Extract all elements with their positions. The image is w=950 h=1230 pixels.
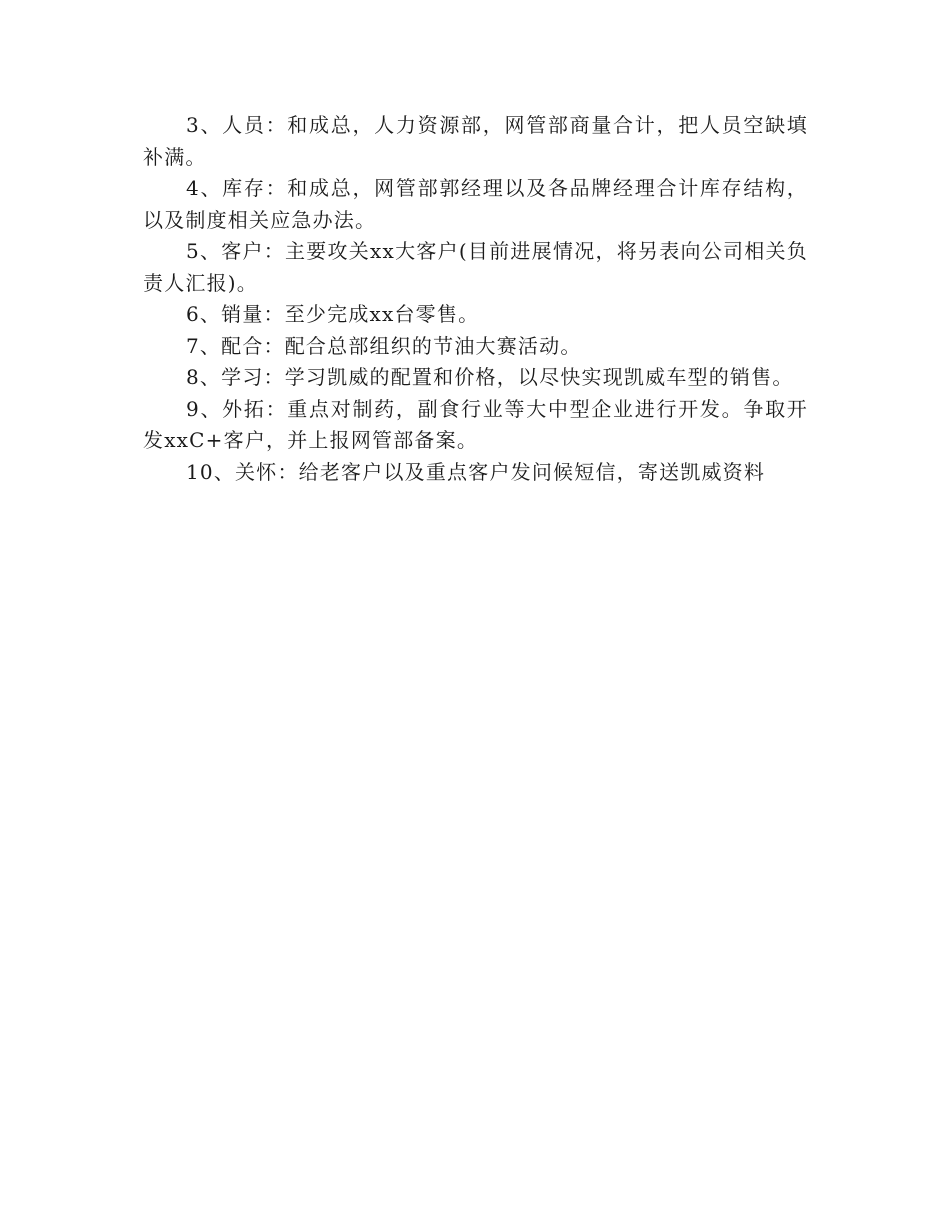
paragraph-customers: 5、客户：主要攻关xx大客户(目前进展情况，将另表向公司相关负责人汇报)。 bbox=[143, 239, 808, 295]
paragraph-inventory: 4、库存：和成总，网管部郭经理以及各品牌经理合计库存结构，以及制度相关应急办法。 bbox=[143, 176, 808, 232]
document-body bbox=[143, 110, 808, 488]
paragraph-expansion: 9、外拓：重点对制药，副食行业等大中型企业进行开发。争取开发xxC+客户，并上报网管部备案。 bbox=[143, 396, 808, 452]
paragraph-personnel: 3、人员：和成总，人力资源部，网管部商量合计，把人员空缺填补满。 bbox=[143, 113, 808, 169]
paragraph-learning: 8、学习：学习凯威的配置和价格，以尽快实现凯威车型的销售。 bbox=[186, 365, 794, 389]
paragraph-customer-care: 10、关怀：给老客户以及重点客户发问候短信，寄送凯威资料 bbox=[186, 459, 766, 484]
paragraph-sales-volume: 6、销量：至少完成xx台零售。 bbox=[186, 302, 480, 326]
paragraph-cooperation: 7、配合：配合总部组织的节油大赛活动。 bbox=[186, 333, 582, 358]
